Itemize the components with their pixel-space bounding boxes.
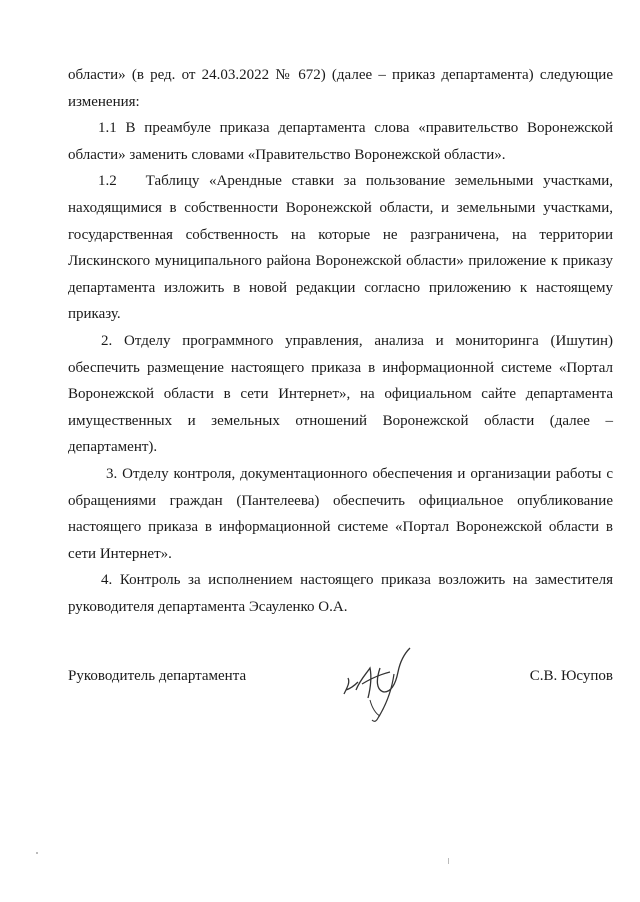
document-body bbox=[68, 62, 617, 620]
signature-block bbox=[68, 668, 613, 728]
scan-speck bbox=[36, 852, 38, 854]
paragraph-item-4: 4. Контроль за исполнением настоящего приказа возложить на заместителя руководителя департамента Эсауленко О.А. bbox=[68, 572, 613, 615]
paragraph-item-3: 3. Отделу контроля, документационного обеспечения и организации работы с обращениями граждан (Пантелеева) обеспечить официальное опубликование настоящего приказа в информационной системе «Портал Воронежской области в сети Интернет». bbox=[68, 465, 613, 562]
paragraph-item-1-2: 1.2 Таблицу «Арендные ставки за пользование земельными участками, находящимися в собственности Воронежской области, и земельными участками, государственная собственность на которые не разграничена, на территории Лискинского муниципального района Воронежской области» приложение к приказу департамента изложить в новой редакции согласно приложению к настоящему приказу. bbox=[68, 173, 617, 323]
paragraph-item-2: 2. Отделу программного управления, анализа и мониторинга (Ишутин) обеспечить размещение настоящего приказа в информационной системе «Портал Воронежской области в сети Интернет», на официальном сайте департамента имущественных и земельных отношений Воронежской области (далее – департамент). bbox=[68, 332, 613, 456]
paragraph-item-1-1: 1.1 В преамбуле приказа департамента слова «правительство Воронежской области» заменить словами «Правительство Воронежской области». bbox=[68, 120, 613, 163]
scan-speck bbox=[448, 858, 449, 864]
handwritten-signature bbox=[336, 638, 426, 728]
signatory-position: Руководитель департамента bbox=[68, 668, 247, 684]
paragraph-intro: области» (в ред. от 24.03.2022 № 672) (далее – приказ департамента) следующие изменения: bbox=[68, 67, 613, 110]
signatory-name: С.В. Юсупов bbox=[529, 668, 613, 684]
